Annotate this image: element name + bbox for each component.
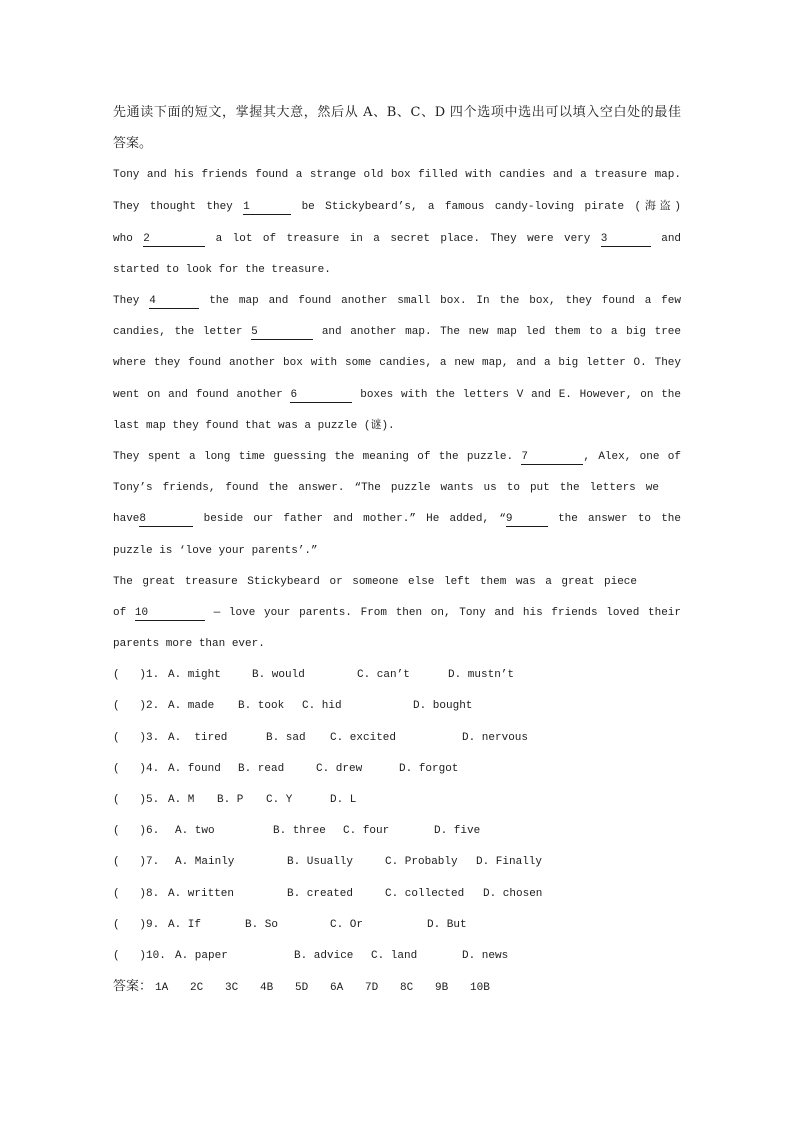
option-d: D. mustn’t [448,669,515,681]
passage-line-14: The great treasure Stickybeard or someone else left them was a great piece [113,576,637,588]
option-b: B. read [238,763,285,775]
question-lead [113,853,159,871]
passage-text: have [113,513,140,525]
passage-text: and [661,233,681,245]
blank-1: 1 [243,201,291,215]
passage-text: They [113,295,140,307]
passage-text: a lot of treasure in a secret place. They were very [215,233,591,245]
option-b: B. P [217,794,244,806]
option-d: D. forgot [399,763,459,775]
answer-key-item: 1A [155,982,169,994]
option-c: C. four [343,825,390,837]
passage-line-2 [113,198,681,216]
question-number: 9. [146,919,160,931]
question-row-5 [0,791,794,809]
option-b: B. took [238,700,285,712]
answer-key-item: 6A [330,982,344,994]
passage-text: boxes with the letters V and E. However, on the [360,389,681,401]
passage-line-11: Tony’s friends, found the answer. “The puzzle wants us to put the letters we [113,482,659,494]
option-b: B. Usually [287,856,354,868]
option-d: D. Finally [476,856,543,868]
answer-key-item: 3C [225,982,239,994]
option-b: B. So [245,919,279,931]
passage-text: of [113,607,127,619]
passage-text: beside our father and mother.” He added, “ [203,513,506,525]
question-number: 2. [146,700,160,712]
option-d: D. chosen [483,888,543,900]
passage-line-9: last map they found that was a puzzle (谜). [113,420,395,432]
question-lead [113,791,159,809]
option-a: A. written [168,888,235,900]
question-number: 10. [146,950,166,962]
option-a: A. M [168,794,195,806]
passage-text: who [113,233,133,245]
question-row-2 [0,697,794,715]
question-number: 7. [146,856,160,868]
passage-line-6 [113,323,681,341]
question-number: 6. [146,825,160,837]
answer-paren: ( ) [113,794,147,806]
answer-paren: ( ) [113,732,147,744]
question-row-6 [0,822,794,840]
answer-key-item: 8C [400,982,414,994]
passage-text: They spent a long time guessing the meaning of the puzzle. [113,451,514,463]
question-lead [113,666,159,684]
passage-line-13: puzzle is ‘love your parents’.” [113,545,318,557]
answer-paren: ( ) [113,919,147,931]
answer-paren: ( ) [113,950,147,962]
blank-6: 6 [290,389,352,403]
instructions-line-2: 答案。 [113,136,153,151]
answer-key-item: 7D [365,982,379,994]
question-lead [113,916,159,934]
option-b: B. sad [266,732,306,744]
option-a: A. Mainly [175,856,235,868]
blank-7: 7 [521,451,583,465]
blank-4: 4 [149,295,199,309]
question-row-7 [0,853,794,871]
answer-key-item: 5D [295,982,309,994]
question-row-10 [0,947,794,965]
option-a: A. found [168,763,221,775]
passage-line-12 [113,510,681,528]
question-lead [113,729,159,747]
instructions-line-1: 先通读下面的短文，掌握其大意，然后从 A、B、C、D 四个选项中选出可以填入空白处的最佳 [113,105,681,120]
question-lead [113,885,159,903]
passage-text: the answer to the [558,513,681,525]
passage-text: be Stickybeard’s, a famous candy-loving pirate (海盗) [301,201,681,213]
answer-paren: ( ) [113,856,147,868]
blank-2: 2 [143,233,205,247]
question-row-1 [0,666,794,684]
option-d: D. But [427,919,467,931]
question-number: 3. [146,732,160,744]
answer-key-item: 4B [260,982,274,994]
passage-line-4: started to look for the treasure. [113,264,331,276]
answer-key-item: 9B [435,982,449,994]
option-c: C. can’t [357,669,410,681]
passage-text: candies, the letter [113,326,243,338]
answer-key [113,978,505,996]
passage-line-15 [113,604,681,622]
passage-line-10 [113,448,681,466]
option-c: C. hid [302,700,342,712]
option-c: C. excited [330,732,397,744]
blank-5: 5 [251,326,313,340]
blank-9: 9 [506,513,548,527]
answer-paren: ( ) [113,825,147,837]
passage-text: — love your parents. From then on, Tony and his friends loved their [213,607,681,619]
passage-text: went on and found another [113,389,283,401]
passage-text: the map and found another small box. In the box, they found a few [209,295,681,307]
option-c: C. Or [330,919,364,931]
question-row-3 [0,729,794,747]
option-a: A. might [168,669,221,681]
question-number: 8. [146,888,160,900]
passage-line-7: where they found another box with some candies, a new map, and a big letter O. They [113,357,681,369]
option-a: A. If [168,919,202,931]
answer-paren: ( ) [113,669,147,681]
option-b: B. three [273,825,326,837]
question-row-9 [0,916,794,934]
passage-line-8 [113,386,681,404]
question-number: 5. [146,794,160,806]
option-d: D. nervous [462,732,529,744]
answer-paren: ( ) [113,888,147,900]
question-lead [113,760,159,778]
passage-line-1: Tony and his friends found a strange old box filled with candies and a treasure map. [113,169,681,181]
option-a: A. tired [168,732,228,744]
answer-key-item: 10B [470,982,490,994]
passage-line-3 [113,230,681,248]
option-a: A. paper [175,950,228,962]
passage-line-16: parents more than ever. [113,638,265,650]
passage-text: , Alex, one of [583,451,681,463]
option-b: B. advice [294,950,354,962]
option-b: B. would [252,669,305,681]
question-row-4 [0,760,794,778]
option-c: C. land [371,950,418,962]
question-lead [113,822,159,840]
question-number: 4. [146,763,160,775]
option-d: D. five [434,825,481,837]
answer-paren: ( ) [113,763,147,775]
answer-key-label: 答案： [113,979,153,994]
option-b: B. created [287,888,354,900]
passage-line-5 [113,292,681,310]
question-lead [113,947,166,965]
blank-8: 8 [139,513,193,527]
option-a: A. made [168,700,215,712]
option-c: C. collected [385,888,465,900]
option-d: D. news [462,950,509,962]
question-lead [113,697,159,715]
option-d: D. L [330,794,357,806]
blank-10: 10 [135,607,205,621]
blank-3: 3 [601,233,651,247]
option-c: C. Probably [385,856,458,868]
question-row-8 [0,885,794,903]
option-c: C. drew [316,763,363,775]
option-c: C. Y [266,794,293,806]
passage-text: and another map. The new map led them to a big tree [321,326,681,338]
option-a: A. two [175,825,215,837]
passage-text: They thought they [113,201,233,213]
answer-paren: ( ) [113,700,147,712]
question-number: 1. [146,669,160,681]
answer-key-item: 2C [190,982,204,994]
option-d: D. bought [413,700,473,712]
